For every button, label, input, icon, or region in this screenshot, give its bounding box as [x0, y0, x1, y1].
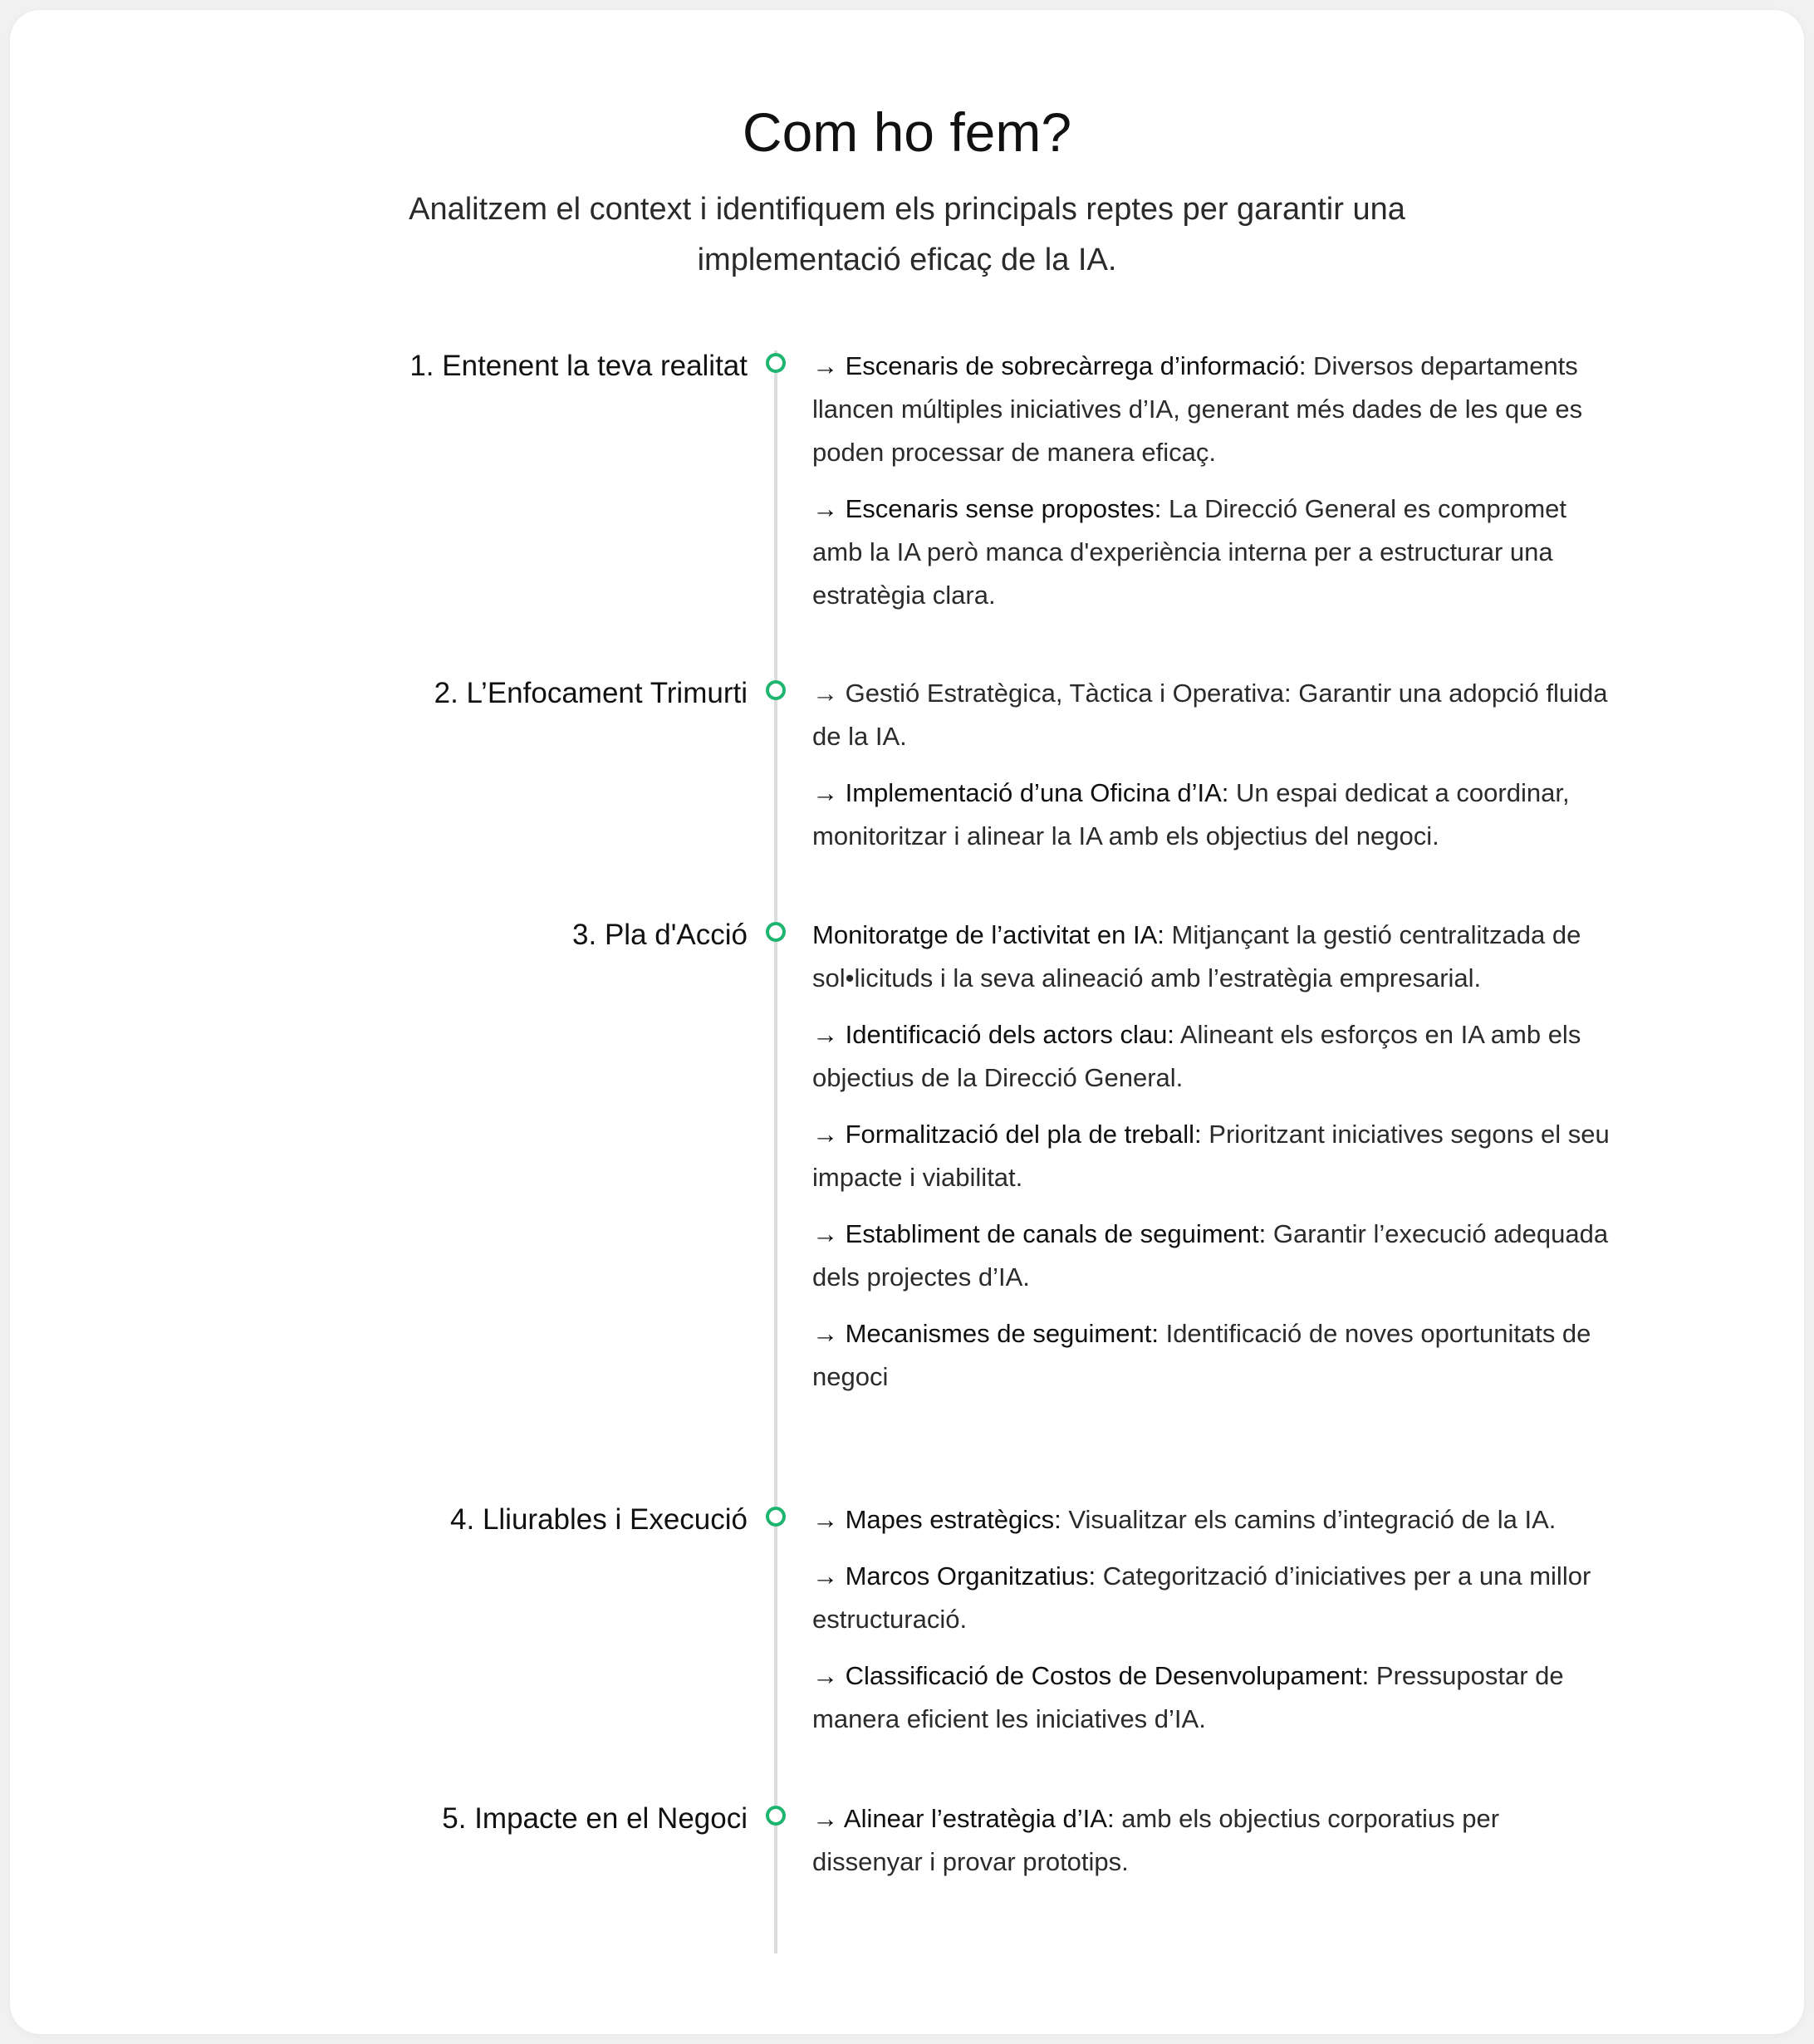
- step-title: 2. L’Enfocament Trimurti: [434, 677, 748, 709]
- timeline-dot-icon: [766, 922, 786, 942]
- list-item: → Formalització del pla de treball: Prioritzant iniciatives segons el seu impacte i viabilitat.: [812, 1120, 1610, 1192]
- step-items: [812, 345, 1610, 630]
- list-item: → Alinear l’estratègia d’IA: amb els objectius corporatius per dissenyar i provar prototips.: [812, 1804, 1500, 1876]
- step-title: 3. Pla d'Acció: [572, 919, 748, 951]
- list-item: → Establiment de canals de seguiment: Garantir l’execució adequada dels projectes d’IA.: [812, 1219, 1609, 1292]
- step-items: [812, 1498, 1610, 1754]
- list-item: → Mapes estratègics: Visualitzar els camins d’integració de la IA.: [812, 1505, 1557, 1534]
- list-item: → Classificació de Costos de Desenvolupament: Pressupostar de manera eficient les iniciatives d’IA.: [812, 1661, 1564, 1733]
- list-item: → Escenaris de sobrecàrrega d’informació: Diversos departaments llancen múltiples iniciatives d’IA, generant més dades de les que es poden processar de manera eficaç.: [812, 351, 1583, 467]
- timeline-dot-icon: [766, 680, 786, 700]
- list-item: → Identificació dels actors clau: Alineant els esforços en IA amb els objectius de la Direcció General.: [812, 1020, 1581, 1092]
- step-items: [812, 1797, 1610, 1897]
- timeline-dot-icon: [766, 1507, 786, 1527]
- page-title: Com ho fem?: [742, 101, 1072, 163]
- timeline-line: [774, 350, 777, 1953]
- list-item: Monitoratge de l’activitat en IA: Mitjançant la gestió centralitzada de sol•licituds i la seva alineació amb l’estratègia empresarial.: [812, 920, 1581, 993]
- step-title: 5. Impacte en el Negoci: [442, 1802, 748, 1835]
- page-subtitle: Analitzem el context i identifiquem els principals reptes per garantir una implementació eficaç de la IA.: [409, 192, 1405, 277]
- list-item: → Escenaris sense propostes: La Direcció General es compromet amb la IA però manca d'experiència interna per a estructurar una estratègia clara.: [812, 494, 1567, 610]
- step-title: 1. Entenent la teva realitat: [409, 350, 748, 382]
- step-title: 4. Lliurables i Execució: [450, 1503, 748, 1536]
- timeline-dot-icon: [766, 353, 786, 373]
- list-item: → Gestió Estratègica, Tàctica i Operativa: Garantir una adopció fluida de la IA.: [812, 679, 1608, 751]
- timeline-dot-icon: [766, 1806, 786, 1826]
- list-item: → Mecanismes de seguiment: Identificació de noves oportunitats de negoci: [812, 1319, 1591, 1391]
- step-items: [812, 914, 1610, 1412]
- content-card: [10, 10, 1804, 2034]
- list-item: → Marcos Organitzatius: Categorització d’iniciatives per a una millor estructuració.: [812, 1561, 1591, 1634]
- step-items: [812, 672, 1610, 871]
- list-item: → Implementació d’una Oficina d’IA: Un espai dedicat a coordinar, monitoritzar i alinear la IA amb els objectius del negoci.: [812, 778, 1570, 850]
